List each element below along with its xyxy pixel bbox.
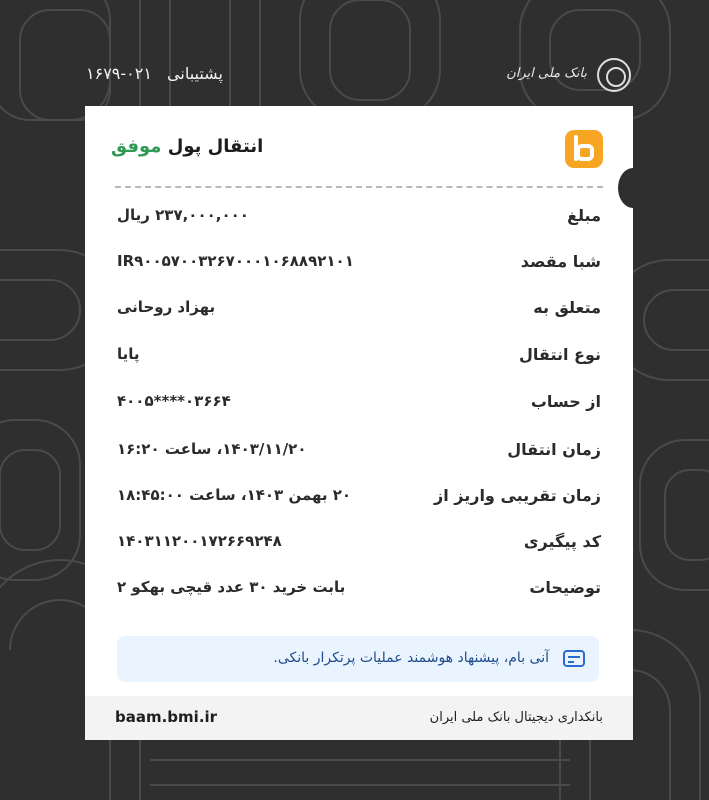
row-label: زمان تقریبی واریز از: [434, 486, 601, 505]
row-value: ۲۰ بهمن ۱۴۰۳، ساعت ۱۸:۴۵:۰۰: [117, 486, 352, 504]
top-bar: [0, 52, 709, 102]
row-value: IR۹۰۰۵۷۰۰۳۲۶۷۰۰۰۱۰۶۸۸۹۲۱۰۱: [117, 252, 354, 270]
row-value: بهزاد روحانی: [117, 298, 216, 316]
support-number[interactable]: ۰۲۱-۱۶۷۹: [86, 64, 152, 83]
row-value: ۱۴۰۳/۱۱/۲۰، ساعت ۱۶:۲۰: [117, 440, 307, 458]
row-transfer-time: [85, 436, 633, 466]
suggestion-text: آنی بام، پیشنهاد هوشمند عملیات پرتکرار بانکی.: [273, 650, 549, 666]
row-description: [85, 574, 633, 604]
row-label: توضیحات: [529, 578, 601, 597]
row-label: از حساب: [530, 392, 601, 411]
row-label: متعلق به: [533, 298, 601, 317]
row-label: مبلغ: [567, 206, 601, 225]
row-value[interactable]: ۱۴۰۳۱۱۲۰۰۱۷۲۶۶۹۲۴۸: [117, 532, 282, 550]
suggestion-banner[interactable]: [117, 636, 599, 682]
row-owner: [85, 294, 633, 324]
row-label: زمان انتقال: [507, 440, 601, 459]
bank-name: بانک ملی ایران: [506, 66, 587, 81]
row-amount: [85, 202, 633, 232]
status-badge: موفق: [111, 136, 162, 157]
row-destination-iban: [85, 248, 633, 278]
receipt-footer: [85, 696, 633, 740]
row-tracking-code: [85, 528, 633, 558]
bank-logo: [506, 54, 631, 98]
row-label: کد پیگیری: [523, 532, 601, 551]
ticket-notch-right: [618, 168, 648, 208]
receipt-card: [85, 106, 633, 740]
bmi-emblem-icon: [597, 58, 631, 92]
row-from-account: [85, 388, 633, 418]
site-link[interactable]: baam.bmi.ir: [115, 708, 218, 726]
row-value: پایا: [117, 345, 140, 363]
row-value: ۰۳۶۶۴****۴۰۰۵: [117, 392, 231, 410]
card-icon: [563, 650, 585, 667]
support-info: [86, 64, 223, 83]
row-label: شبا مقصد: [520, 252, 601, 271]
row-deposit-time: [85, 482, 633, 512]
row-value: ۲۳۷,۰۰۰,۰۰۰ ریال: [117, 206, 249, 224]
baam-logo-icon: [565, 130, 603, 168]
row-value: بابت خرید ۳۰ عدد قیچی بهکو ۲: [117, 578, 346, 596]
support-label: پشتیبانی: [167, 64, 223, 83]
row-label: نوع انتقال: [519, 345, 601, 364]
dashed-divider: [115, 186, 603, 188]
row-transfer-type: [85, 341, 633, 371]
receipt-title: [111, 136, 263, 157]
receipt-header: [85, 106, 633, 182]
title-text: انتقال پول: [167, 136, 264, 157]
brand-text: بانکداری دیجیتال بانک ملی ایران: [429, 710, 603, 725]
